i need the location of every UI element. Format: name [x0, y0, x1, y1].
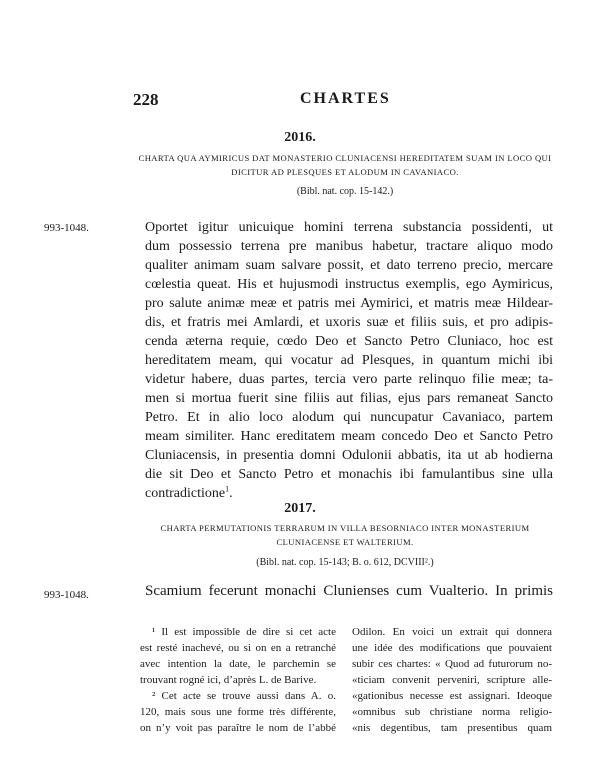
- text-line: Petro. Et in alio loco alodum qui nuncupatur Cavaniaco, partem: [145, 410, 553, 425]
- text-line: men si mortua fuerit sine filiis aut filias, ejus pars remaneat Sancto: [145, 391, 553, 406]
- text-line: hereditatem meam, qui vocatur ad Plesques, in quantum michi ibi: [145, 353, 553, 368]
- charter-2017-intro: Scamium fecerunt monachi Clunienses cum Vualterio. In primis: [145, 583, 553, 599]
- footnote-line: ¹ Il est impossible de dire si cet acte: [152, 626, 336, 638]
- text-line: qualiter animam suam salvare possit, et dato terreno precio, mercare: [145, 258, 553, 273]
- charter-2016-margin-date: 993-1048.: [44, 222, 89, 234]
- text-line: cenda æterna requie, cœdo Deo et Sancto Petro Cluniaco, hoc est: [145, 334, 553, 349]
- charter-2016-text: [145, 218, 553, 503]
- footnote-line: ² Cet acte se trouve aussi dans A. o.: [152, 690, 336, 702]
- charter-2017-margin-date: 993-1048.: [44, 589, 89, 601]
- text-line: die sit Deo et Sancto Petro et monachis ibi famulantibus sine ulla: [145, 467, 553, 482]
- footnote-line: 120, mais sous une forme très différente,: [140, 706, 336, 718]
- footnote-line: «gationibus necesse est assignari. Ideoque: [352, 690, 552, 702]
- footnotes-right-column: [352, 624, 552, 736]
- footnote-line: avec intention la date, le parchemin se: [140, 658, 336, 670]
- footnote-line: «ticiam convenit perveniri, scripture alle-: [352, 674, 552, 686]
- charter-2017-caption: CHARTA PERMUTATIONIS TERRARUM IN VILLA BESORNIACO INTER MONASTERIUM CLUNIACENSE ET WALTERIUM.: [160, 523, 530, 547]
- text-line: meam similiter. Hanc ereditatem meam concedo Deo et Sancto Petro: [145, 429, 553, 444]
- charter-2016-caption: CHARTA QUA AYMIRICUS DAT MONASTERIO CLUNIACENSI HEREDITATEM SUAM IN LOCO QUI DICITUR AD PLESQUES ET ALODUM IN CAVANIACO.: [138, 153, 552, 177]
- footnote-line: subir ces chartes: « Quod ad futurorum no-: [352, 658, 552, 670]
- charter-2016-number: 2016.: [284, 130, 316, 145]
- charter-2017-number: 2017.: [284, 501, 316, 516]
- footnote-line: on n’y voit pas paraître le nom de l’abbé: [140, 722, 336, 734]
- text-line: pro salute animæ meæ et patris mei Aymirici, et matris meæ Hildear-: [145, 296, 553, 311]
- footnote-line: Odilon. En voici un extrait qui donnera: [352, 626, 552, 638]
- text-line-last: contradictione$^1$.: [145, 484, 233, 501]
- text-line: Oportet igitur unicuique homini terrena substancia possidenti, ut: [145, 220, 553, 235]
- footnotes-left-column: [140, 624, 336, 736]
- text-line: Cluniacensis, in presentia domni Odulonii abbatis, ita ut ab hodierna: [145, 448, 553, 463]
- footnote-line: une idée des modifications que pouvaient: [352, 642, 552, 654]
- text-line: dis, et fratris mei Amlardi, et uxoris suæ et filiis suis, et pro adipis-: [145, 315, 553, 330]
- footnote-line: «nis degentibus, tam presentibus quam: [352, 722, 552, 734]
- text-line: cœlestia queat. His et hujusmodi instructus exemplis, ego Aymiricus,: [145, 277, 553, 292]
- text-line: contradictione: [145, 486, 226, 501]
- text-line: videtur habere, duas partes, tercia vero parte relinquo filie meæ; ta-: [145, 372, 553, 387]
- footnote-line: est resté inachevé, ou si on en a retranché: [140, 642, 336, 654]
- footnote-marker: 1: [225, 484, 230, 494]
- charter-2017-source: (Bibl. nat. cop. 15-143; B. o. 612, DCVIII².): [256, 557, 434, 568]
- page-number: 228: [133, 90, 159, 109]
- text-line: dum possessio terrena pre manibus habetur, tractare aliquo modo: [145, 239, 553, 254]
- running-title: CHARTES: [300, 90, 391, 107]
- footnote-line: trouvant rogné ici, d’après L. de Barive.: [140, 674, 317, 686]
- footnote-line: «omnibus sub christiane norma religio-: [352, 706, 552, 718]
- charter-2016-source: (Bibl. nat. cop. 15-142.): [296, 186, 394, 197]
